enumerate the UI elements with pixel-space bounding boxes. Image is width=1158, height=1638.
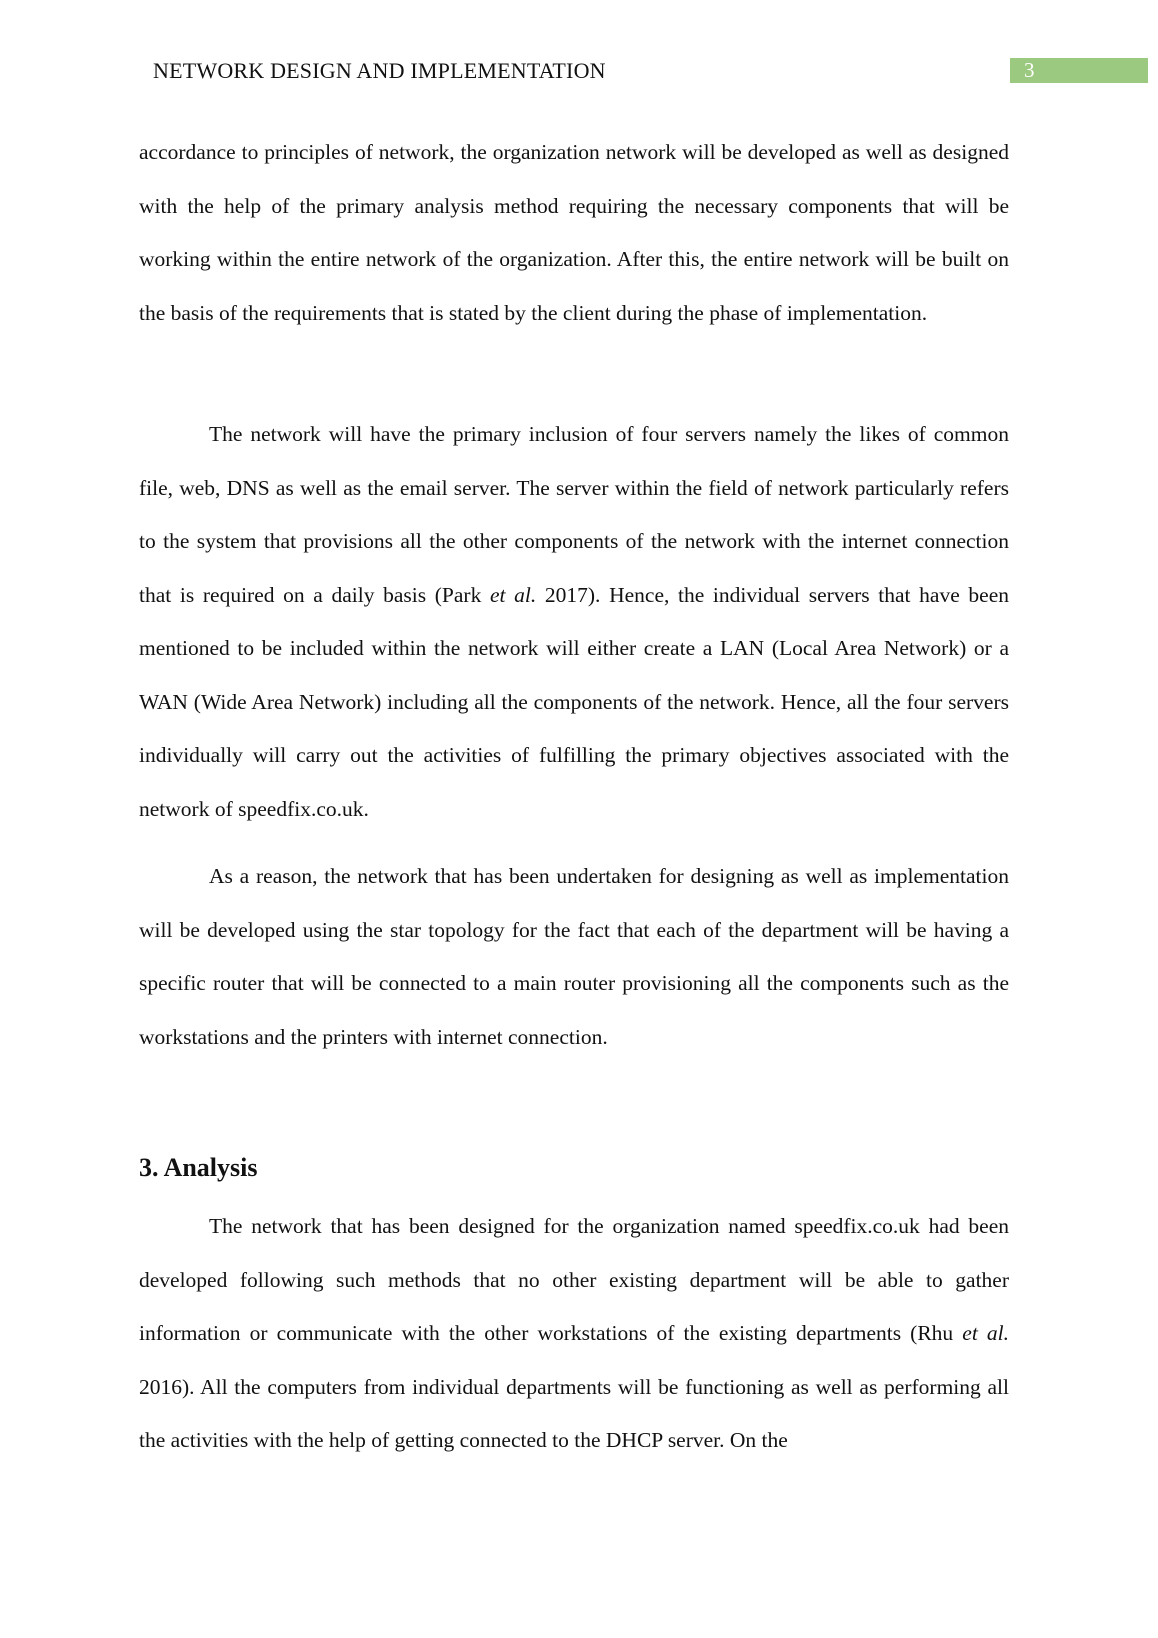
paragraph-analysis (139, 1200, 1009, 1468)
citation-et-al: et al. (489, 582, 537, 607)
citation-et-al: et al. (962, 1321, 1009, 1345)
running-head-title: NETWORK DESIGN AND IMPLEMENTATION (153, 58, 606, 83)
paragraph-text: The network will have the primary inclusion of four servers namely the likes of common file, web, DNS as well as the email server. The server within the field of network particularly refers to the system that provisions all the other components of the network with the internet connection that is required on a daily basis (Park (139, 422, 1009, 607)
paragraph-text: 2017). Hence, the individual servers that have been mentioned to be included within the network will either create a LAN (Local Area Network) or a WAN (Wide Area Network) including all the components of the network. Hence, all the four servers individually will carry out the activities of fulfilling the primary objectives associated with the network of speedfix.co.uk. (139, 582, 1009, 821)
paragraph-text: 2016). All the computers from individual departments will be functioning as well as performing all the activities with the help of getting connected to the DHCP server. On the (139, 1374, 1009, 1452)
paragraph-servers (139, 408, 1009, 836)
section-heading-analysis: 3. Analysis (139, 1153, 258, 1182)
paragraph-star-topology (139, 850, 1009, 1064)
paragraph-accordance (139, 126, 1009, 340)
page-number: 3 (1024, 58, 1035, 82)
paragraph-text: accordance to principles of network, the organization network will be developed as well as designed with the help of the primary analysis method requiring the necessary components that will be working within the entire network of the organization. After this, the entire network will be built on the basis of the requirements that is stated by the client during the phase of implementation. (139, 140, 1009, 325)
page-number-badge (1010, 58, 1148, 83)
paragraph-text: As a reason, the network that has been undertaken for designing as well as implementation will be developed using the star topology for the fact that each of the department will be having a specific router that will be connected to a main router provisioning all the components such as the workstations and the printers with internet connection. (139, 864, 1009, 1049)
paragraph-text: The network that has been designed for the organization named speedfix.co.uk had been developed following such methods that no other existing department will be able to gather information or communicate with the other workstations of the existing departments (Rhu (139, 1214, 1009, 1345)
